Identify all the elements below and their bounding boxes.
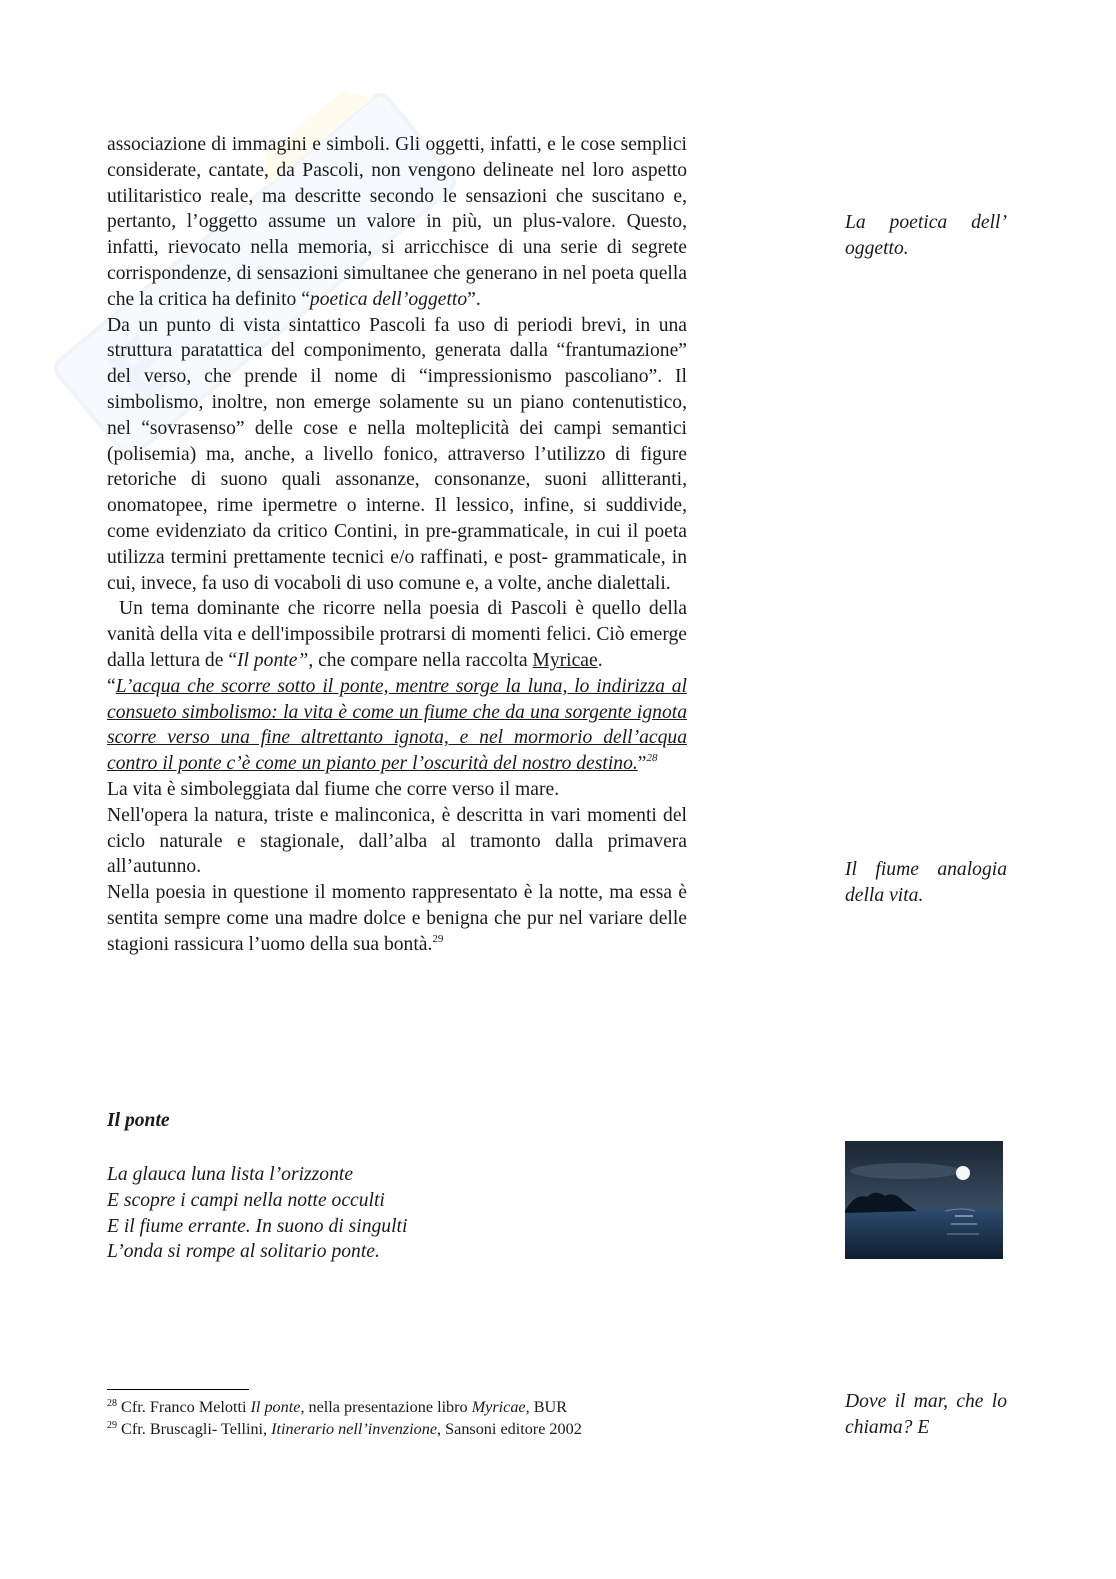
footnotes — [107, 1396, 582, 1440]
paragraph-6: Nella poesia in questione il momento rappresentato è la notte, ma essa è sentita sempre come una madre dolce e benigna che pur nel variare delle stagioni rassicura l’uomo della sua bontà.$^{29}$ — [107, 882, 687, 955]
side-note-fiume: Il fiume analogia della vita. — [845, 859, 1007, 906]
footnote-29: $^{29}$ Cfr. Bruscagli- Tellini, Itinerario nell’invenzione, Sansoni editore 2002 — [107, 1420, 582, 1438]
footnote-separator — [107, 1389, 249, 1390]
poem-line: La glauca luna lista l’orizzonte — [107, 1164, 354, 1185]
paragraph-1: associazione di immagini e simboli. Gli oggetti, infatti, e le cose semplici considerate, cantate, da Pascoli, non vengono delineate nel loro aspetto utilitaristico reale, ma descritte secondo le sensazioni che suscitano e, pertanto, l’oggetto assume un valore in più, un plus-valore. Questo, infatti, rievocato nella memoria, si arricchisce di una serie di segrete corrispondenze, di sensazioni simultanee che generano in nel poeta quella che la critica ha definito “poetica dell’oggetto”. — [107, 134, 687, 310]
poem-line: E il fiume errante. In suono di singulti — [107, 1215, 408, 1237]
svg-text:E: E — [92, 319, 192, 423]
paragraph-2: Da un punto di vista sintattico Pascoli fa uso di periodi brevi, in una struttura paratattica del componimento, generata dalla “frantumazione” del verso, che prende il nome di “impressionismo pascoliano”. Il simbolismo, inoltre, non emerge solamente su un piano contenutistico, nel “sovrasenso” delle cose e nella molteplicità dei campi semantici (polisemia) ma, anche, a livello fonico, attraverso l’utilizzo di figure retoriche di suono quali assonanze, consonanze, suoni allitteranti, onomatopee, rime ipermetre o interne. Il lessico, infine, si suddivide, come evidenziato da critico Contini, in pre-grammaticale, in cui il poeta utilizza termini prettamente tecnici e/o raffinati, e post- grammaticale, in cui, invece, fa uso di vocaboli di uso comune e, a volte, anche dialettali. — [107, 314, 687, 594]
poem-stanza — [107, 1162, 407, 1265]
footnote-28: $^{28}$ Cfr. Franco Melotti Il ponte, nella presentazione libro Myricae, BUR — [107, 1398, 568, 1416]
paragraph-4: La vita è simboleggiata dal fiume che corre verso il mare. — [107, 778, 560, 800]
poem-title: Il ponte — [107, 1110, 170, 1131]
myricae-link[interactable]: Myricae — [532, 649, 598, 671]
side-note-poetica: La poetica dell’ oggetto. — [845, 212, 1007, 259]
main-text — [107, 132, 687, 958]
poem-line: L’onda si rompe al solitario ponte. — [107, 1241, 380, 1263]
quote-paragraph: “L’acqua che scorre sotto il ponte, mentre sorge la luna, lo indirizza al consueto simbolismo: la vita è come un fiume che da una sorgente ignota scorre verso una fine altrettanto ignota, e nel mormorio dell’acqua contro il ponte c’è come un pianto per l’oscurità del nostro destino.”$^{28}$ — [107, 675, 687, 775]
paragraph-5: Nell'opera la natura, triste e malinconica, è descritta in vari momenti del ciclo naturale e stagionale, dall’alba al tramonto dalla primavera all’autunno. — [107, 804, 687, 878]
side-note-mare: Dove il mar, che lo chiama? E — [845, 1391, 1007, 1438]
poem-line: E scopre i campi nella notte occulti — [107, 1189, 385, 1211]
paragraph-3: Un tema dominante che ricorre nella poesia di Pascoli è quello della vanità della vita e dell'impossibile protrarsi di momenti felici. Ciò emerge dalla lettura de “Il ponte”, che compare nella raccolta Myricae. — [107, 598, 687, 671]
night-river-image — [845, 1141, 1003, 1259]
